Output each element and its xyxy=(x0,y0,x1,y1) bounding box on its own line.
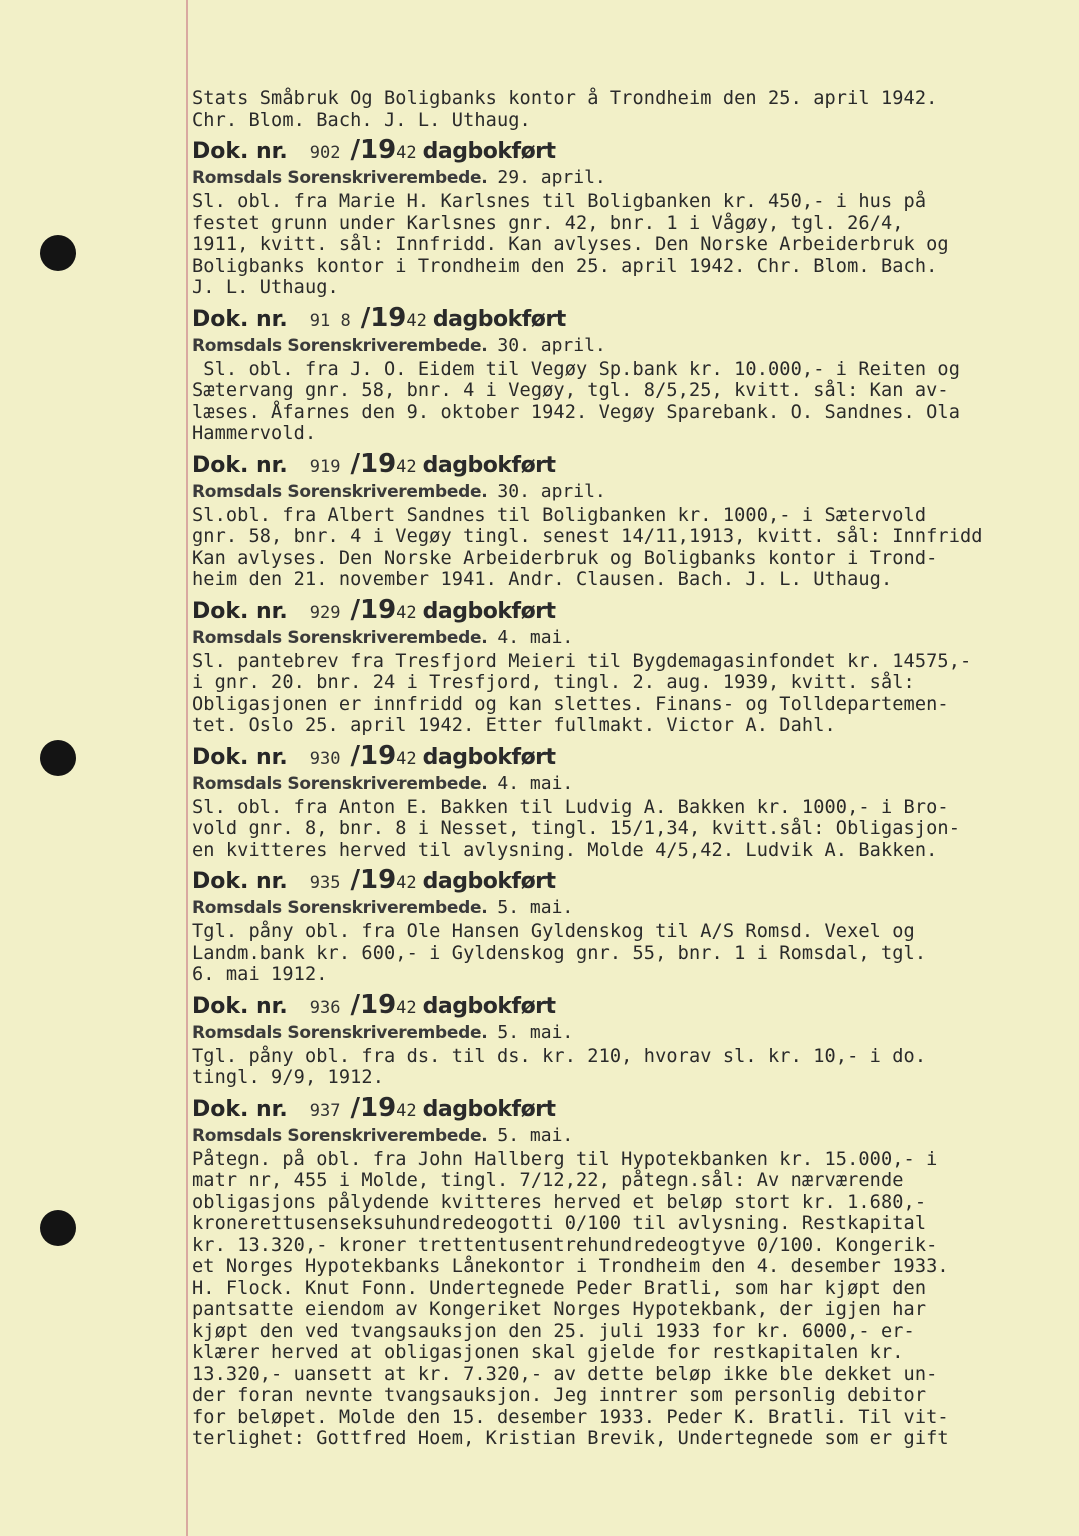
office-stamp-line xyxy=(192,625,1072,651)
dok-label: Dok. nr. xyxy=(192,139,288,164)
journal-entry xyxy=(192,1093,1072,1450)
entry-text-line: Påtegn. på obl. fra John Hallberg til Hypotekbanken kr. 15.000,- i xyxy=(192,1148,938,1170)
dok-stamp xyxy=(192,865,1072,895)
office-stamp-line xyxy=(192,479,1072,505)
dagbokfort-stamp: dagbokført xyxy=(422,869,556,894)
dok-stamp xyxy=(192,595,1072,625)
office-stamp: Romsdals Sorenskriverembede. xyxy=(192,1125,488,1146)
office-stamp-line xyxy=(192,771,1072,797)
dok-label: Dok. nr. xyxy=(192,452,288,478)
office-stamp-line xyxy=(192,1123,1072,1149)
dok-year-prefix: /19 xyxy=(350,865,397,895)
dok-year-prefix: /19 xyxy=(360,302,407,333)
dok-label: Dok. nr. xyxy=(192,598,288,624)
entry-text-line: pantsatte eiendom av Kongeriket Norges Hypotekbank, der igjen har xyxy=(192,1299,927,1320)
entry-text-line: klærer herved at obligasjonen skal gjelde for restkapitalen kr. xyxy=(192,1342,904,1363)
punch-hole xyxy=(40,740,76,776)
dagbokfort-stamp: dagbokført xyxy=(422,598,556,624)
dok-label: Dok. nr. xyxy=(192,306,288,332)
entry-date: 5. mai. xyxy=(497,1021,574,1043)
entry-text-line: Obligasjonen er innfridd og kan slettes. Finans- og Tolldepartemen- xyxy=(192,693,949,715)
entry-text-line: et Norges Hypotekbanks Lånekontor i Trondheim den 4. desember 1933. xyxy=(192,1256,949,1277)
journal-entry xyxy=(192,449,1072,591)
dok-number: 930 xyxy=(309,748,341,769)
entry-text-line: Landm.bank kr. 600,- i Gyldenskog gnr. 55, bnr. 1 i Romsdal, tgl. xyxy=(192,942,927,964)
dok-year-suffix: 42 xyxy=(396,1100,417,1121)
dok-year-suffix: 42 xyxy=(396,748,417,769)
entry-text-line: J. L. Uthaug. xyxy=(192,277,339,298)
entry-text-line: 13.320,- uansett at kr. 7.320,- av dette beløp ikke ble dekket un- xyxy=(192,1363,938,1385)
dok-number: 937 xyxy=(309,1100,341,1121)
dok-year-prefix: /19 xyxy=(350,594,397,625)
dok-year-suffix: 42 xyxy=(396,602,417,623)
office-stamp: Romsdals Sorenskriverembede. xyxy=(192,773,488,794)
office-stamp-line xyxy=(192,1020,1072,1046)
entry-text-line: festet grunn under Karlsnes gnr. 42, bnr. 1 i Vågøy, tgl. 26/4, xyxy=(192,212,904,234)
dok-stamp xyxy=(192,303,1072,333)
dok-stamp xyxy=(192,990,1072,1020)
entry-date: 4. mai. xyxy=(497,772,574,794)
entry-text-line: en kvitteres herved til avlysning. Molde 4/5,42. Ludvik A. Bakken. xyxy=(192,839,938,861)
office-stamp-line xyxy=(192,895,1072,921)
entry-text-line: vold gnr. 8, bnr. 8 i Nesset, tingl. 15/1,34, kvitt.sål: Obligasjon- xyxy=(192,818,961,839)
journal-entry xyxy=(192,595,1072,737)
entry-text-line: gnr. 58, bnr. 4 i Vegøy tingl. senest 14/11,1913, kvitt. sål: Innfridd xyxy=(192,526,983,547)
entry-text-line: for beløpet. Molde den 15. desember 1933. Peder K. Bratli. Til vit- xyxy=(192,1406,949,1428)
entry-text-line: Sætervang gnr. 58, bnr. 4 i Vegøy, tgl. 8/5,25, kvitt. sål: Kan av- xyxy=(192,380,949,401)
entry-text-line: kr. 13.320,- kroner trettentusentrehundredeogtyve 0/100. Kongerik- xyxy=(192,1234,938,1256)
page-header xyxy=(192,88,1072,131)
entry-text-line: Hammervold. xyxy=(192,423,317,444)
entry-text-line: terlighet: Gottfred Hoem, Kristian Brevik, Undertegnede som er gift xyxy=(192,1428,949,1449)
dok-year-suffix: 42 xyxy=(396,143,417,163)
entry-text-line: Sl. pantebrev fra Tresfjord Meieri til Bygdemagasinfondet kr. 14575,- xyxy=(192,650,972,672)
dok-year-prefix: /19 xyxy=(350,989,397,1020)
header-line: Stats Småbruk Og Boligbanks kontor å Trondheim den 25. april 1942. xyxy=(192,88,938,109)
dok-label: Dok. nr. xyxy=(192,993,288,1019)
dok-number: 936 xyxy=(309,997,341,1018)
entry-text-line: Sl. obl. fra Anton E. Bakken til Ludvig A. Bakken kr. 1000,- i Bro- xyxy=(192,796,949,818)
entry-text-line: H. Flock. Knut Fonn. Undertegnede Peder Bratli, som har kjøpt den xyxy=(192,1277,927,1299)
header-line: Chr. Blom. Bach. J. L. Uthaug. xyxy=(192,109,531,131)
entry-date: 29. april. xyxy=(497,167,606,188)
entry-text-line: kjøpt den ved tvangsauksjon den 25. juli 1933 for kr. 6000,- er- xyxy=(192,1320,915,1342)
dok-label: Dok. nr. xyxy=(192,1096,288,1122)
office-stamp-line xyxy=(192,333,1072,359)
dagbokfort-stamp: dagbokført xyxy=(422,993,556,1019)
entry-text-line: i gnr. 20. bnr. 24 i Tresfjord, tingl. 2. aug. 1939, kvitt. sål: xyxy=(192,672,915,693)
dok-label: Dok. nr. xyxy=(192,869,288,894)
office-stamp-line xyxy=(192,165,1072,191)
office-stamp: Romsdals Sorenskriverembede. xyxy=(192,627,488,648)
dok-year-suffix: 42 xyxy=(396,873,417,893)
entry-date: 30. april. xyxy=(497,480,606,502)
entry-text-line: heim den 21. november 1941. Andr. Clausen. Bach. J. L. Uthaug. xyxy=(192,569,893,590)
entry-text-line: 6. mai 1912. xyxy=(192,964,328,985)
dok-year-prefix: /19 xyxy=(350,135,397,165)
entry-date: 5. mai. xyxy=(497,897,574,918)
entry-text-line: Sl. obl. fra J. O. Eidem til Vegøy Sp.bank kr. 10.000,- i Reiten og xyxy=(192,358,961,380)
punch-hole xyxy=(40,235,76,271)
entry-text-line: Tgl. påny obl. fra ds. til ds. kr. 210, hvorav sl. kr. 10,- i do. xyxy=(192,1045,927,1067)
dok-year-prefix: /19 xyxy=(350,448,397,479)
entry-date: 5. mai. xyxy=(497,1124,574,1146)
entry-text-line: Tgl. påny obl. fra Ole Hansen Gyldenskog til A/S Romsd. Vexel og xyxy=(192,921,915,942)
entry-text-line: kronerettusenseksuhundredeogotti 0/100 til avlysning. Restkapital xyxy=(192,1213,927,1234)
entry-text-line: der foran nevnte tvangsauksjon. Jeg inntrer som personlig debitor xyxy=(192,1385,927,1406)
journal-entry xyxy=(192,865,1072,986)
dok-number: 929 xyxy=(309,602,341,623)
entry-text-line: matr nr, 455 i Molde, tingl. 7/12,22, påtegn.sål: Av nærværende xyxy=(192,1170,904,1191)
entry-text-line: Boligbanks kontor i Trondheim den 25. april 1942. Chr. Blom. Bach. xyxy=(192,255,938,277)
entry-text-line: tingl. 9/9, 1912. xyxy=(192,1067,385,1088)
entry-text-line: læses. Åfarnes den 9. oktober 1942. Vegøy Sparebank. O. Sandnes. Ola xyxy=(192,401,961,423)
dok-year-suffix: 42 xyxy=(396,997,417,1018)
entry-text-line: Kan avlyses. Den Norske Arbeiderbruk og Boligbanks kontor i Trond- xyxy=(192,547,938,569)
margin-rule xyxy=(186,0,188,1536)
entry-date: 4. mai. xyxy=(497,626,574,648)
entry-text-line: tet. Oslo 25. april 1942. Etter fullmakt. Victor A. Dahl. xyxy=(192,715,836,736)
entry-text-line: 1911, kvitt. sål: Innfridd. Kan avlyses. Den Norske Arbeiderbruk og xyxy=(192,234,949,255)
dok-number: 91 8 xyxy=(309,310,351,331)
office-stamp: Romsdals Sorenskriverembede. xyxy=(192,898,488,918)
office-stamp: Romsdals Sorenskriverembede. xyxy=(192,168,488,188)
entry-text-line: Sl. obl. fra Marie H. Karlsnes til Boligbanken kr. 450,- i hus på xyxy=(192,191,927,212)
dagbokfort-stamp: dagbokført xyxy=(422,139,556,164)
office-stamp: Romsdals Sorenskriverembede. xyxy=(192,335,488,356)
entry-text-line: obligasjons pålydende kvitteres herved et beløp stort kr. 1.680,- xyxy=(192,1191,927,1213)
entry-text-line: Sl.obl. fra Albert Sandnes til Boligbanken kr. 1000,- i Sætervold xyxy=(192,504,927,526)
dagbokfort-stamp: dagbokført xyxy=(432,306,566,332)
journal-entry xyxy=(192,303,1072,445)
dok-year-suffix: 42 xyxy=(406,310,427,331)
dagbokfort-stamp: dagbokført xyxy=(422,1096,556,1122)
dok-stamp xyxy=(192,135,1072,165)
dok-stamp xyxy=(192,1093,1072,1123)
dok-year-prefix: /19 xyxy=(350,1092,397,1123)
journal-entry xyxy=(192,135,1072,299)
dok-stamp xyxy=(192,741,1072,771)
dok-year-suffix: 42 xyxy=(396,456,417,477)
entry-date: 30. april. xyxy=(497,334,606,356)
dagbokfort-stamp: dagbokført xyxy=(422,452,556,478)
dok-number: 902 xyxy=(309,143,341,163)
office-stamp: Romsdals Sorenskriverembede. xyxy=(192,481,488,502)
dok-label: Dok. nr. xyxy=(192,744,288,770)
dagbokfort-stamp: dagbokført xyxy=(422,744,556,770)
office-stamp: Romsdals Sorenskriverembede. xyxy=(192,1022,488,1043)
journal-entry xyxy=(192,990,1072,1089)
dok-number: 919 xyxy=(309,456,341,477)
journal-entry xyxy=(192,741,1072,862)
dok-stamp xyxy=(192,449,1072,479)
dok-number: 935 xyxy=(309,873,341,893)
document-text xyxy=(192,88,1072,1450)
punch-hole xyxy=(40,1210,76,1246)
dok-year-prefix: /19 xyxy=(350,740,397,771)
